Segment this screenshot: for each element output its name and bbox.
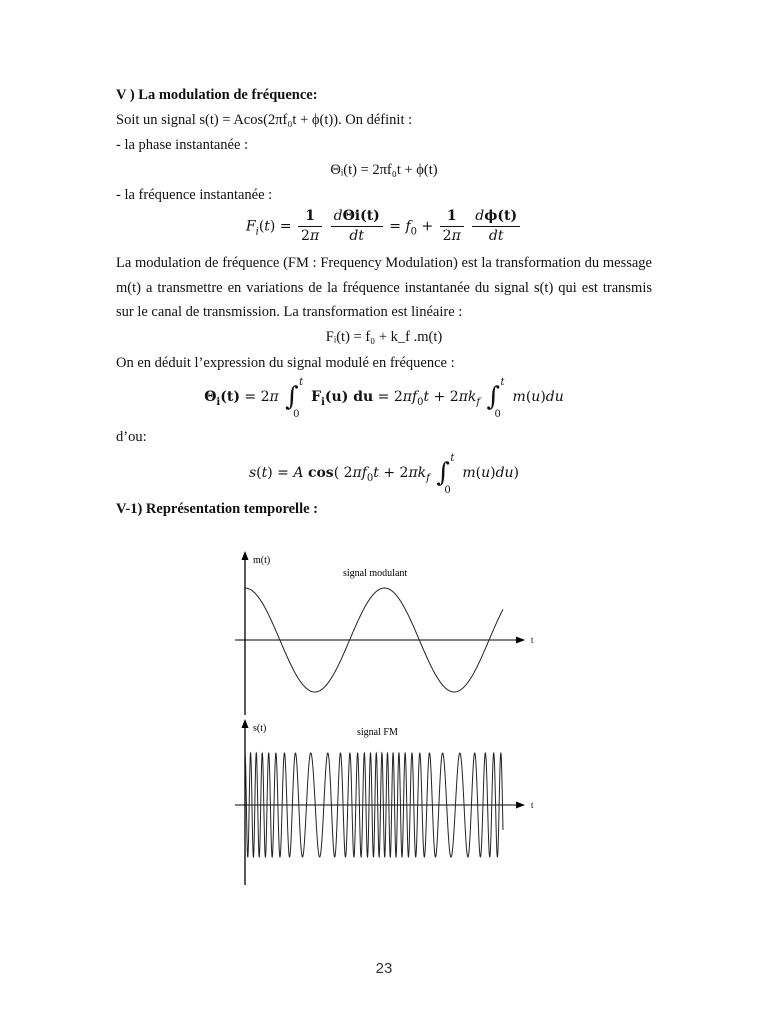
top-caption: signal modulant	[343, 568, 408, 579]
top-y-arrow	[242, 551, 249, 560]
deduce-text: On en déduit l’expression du signal modulé en fréquence :	[116, 355, 455, 371]
phase-integral-formula: $\Theta_i(t) = 2\pi$ ∫ t 0 $F_i(u)$ du = $2\pi f_0t + 2\pi k_f$ ∫ t 0 m(u)du	[204, 377, 564, 420]
bottom-x-arrow	[516, 802, 525, 809]
bottom-caption: signal FM	[357, 727, 398, 738]
phase-item: - la phase instantanée :	[116, 137, 249, 153]
instantaneous-frequency-formula: $F_i(t)$ = $\frac{1}{2\pi}$ $\frac{\text{dΘi(t)}}{dt}$ = $f_0$ + $\frac{1}{2\pi}$ $\frac{d\phi(t)}{dt}$	[0, 208, 768, 245]
linear-equation: Fᵢ(t) = f₀ + k_f .m(t)	[325, 329, 443, 345]
fm-signal-formula: s(t) = A cos( $2\pi f_0t + 2\pi k_f$ ∫ t 0 m(u)du)	[248, 453, 520, 496]
frequency-item: - la fréquence instantanée :	[116, 187, 273, 203]
page-number: 23	[375, 960, 393, 977]
fm-paragraph: La modulation de fréquence (FM : Frequency Modulation) est la transformation du message m(t) a transmettre en variations de la fréquence instantanée du signal s(t) qui est transmis sur le canal de transmission. La transformation est linéaire :	[116, 255, 652, 320]
fm-figure	[225, 545, 545, 890]
subsection-title: V-1) Représentation temporelle :	[116, 501, 319, 517]
bottom-x-label: t	[531, 800, 534, 810]
intro-text: Soit un signal s(t) = Acos(2πf₀t + ϕ(t)). On définit :	[116, 112, 413, 128]
section-title: V ) La modulation de fréquence:	[116, 87, 318, 103]
bottom-y-arrow	[242, 719, 249, 728]
top-x-arrow	[516, 637, 525, 644]
top-x-label: t	[531, 635, 534, 645]
top-y-label: m(t)	[253, 555, 271, 566]
bottom-y-label: s(t)	[253, 723, 267, 734]
dou-text: d’ou:	[116, 429, 147, 445]
phase-equation: Θᵢ(t) = 2πf₀t + ϕ(t)	[330, 162, 438, 178]
